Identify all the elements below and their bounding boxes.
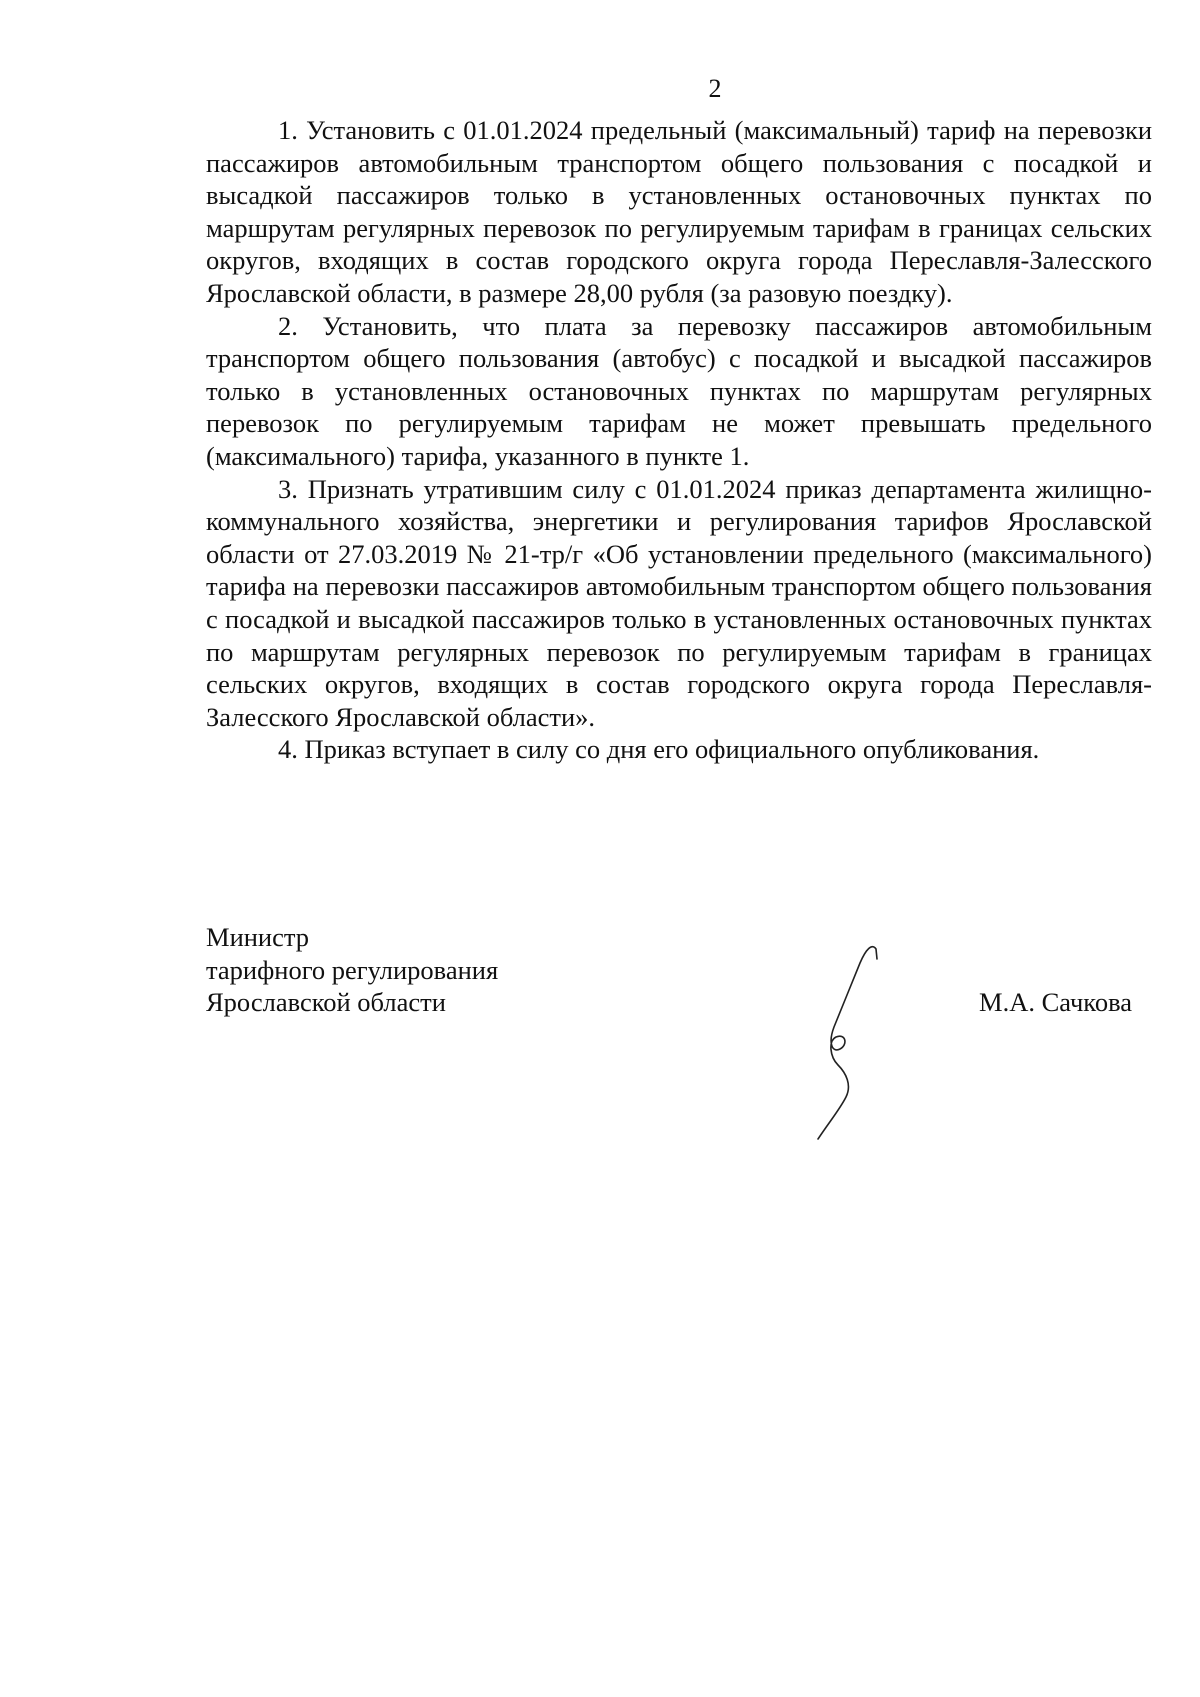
order-body xyxy=(206,114,1152,766)
position-line: тарифного регулирования xyxy=(206,954,499,985)
page-number: 2 xyxy=(708,74,722,103)
position-line: Министр xyxy=(206,922,310,952)
signatory-position xyxy=(206,921,498,1019)
signature-stroke xyxy=(818,947,877,1139)
paragraph-2: 2. Установить, что плата за перевозку пассажиров автомобильным транспортом общего пользования (автобус) с посадкой и высадкой пассажиров только в установленных остановочных пунктах по маршрутам регулярных перевозок по регулируемым тарифам не может превышать предельного (максимального) тарифа, указанного в пункте 1. xyxy=(206,310,1152,471)
handwritten-signature xyxy=(806,941,906,1141)
signatory-name: М.А. Сачкова xyxy=(979,987,1132,1017)
paragraph-4: 4. Приказ вступает в силу со дня его официального опубликования. xyxy=(278,734,1040,765)
paragraph-1: 1. Установить с 01.01.2024 предельный (максимальный) тариф на перевозки пассажиров автомобильным транспортом общего пользования с посадкой и высадкой пассажиров только в установленных остановочных пунктах по маршрутам регулярных перевозок по регулируемым тарифам в границах сельских округов, входящих в состав городского округа города Переславля-Залесского Ярославской области, в размере 28,00 рубля (за разовую поездку). xyxy=(206,115,1152,308)
signature-block xyxy=(206,921,1152,1121)
paragraph-3: 3. Признать утратившим силу с 01.01.2024 приказ департамента жилищно-коммунального хозяйства, энергетики и регулирования тарифов Ярославской области от 27.03.2019 № 21-тр/г «Об установлении предельного (максимального) тарифа на перевозки пассажиров автомобильным транспортом общего пользования с посадкой и высадкой пассажиров только в установленных остановочных пунктах по маршрутам регулярных перевозок по регулируемым тарифам в границах сельских округов, входящих в состав городского округа города Переславля-Залесского Ярославской области». xyxy=(206,473,1152,732)
position-line: Ярославской области xyxy=(206,987,446,1018)
